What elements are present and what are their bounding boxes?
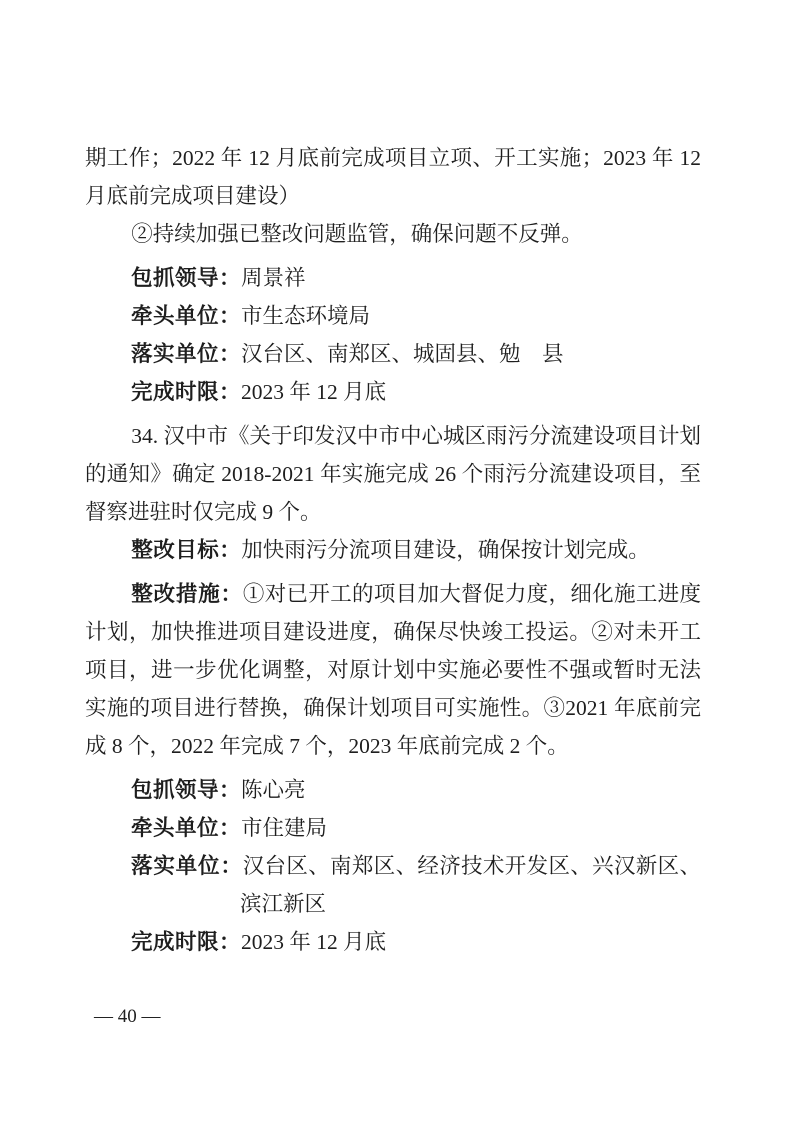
document-content xyxy=(85,139,701,961)
field-label-lead-unit: 牵头单位： xyxy=(131,304,242,328)
field-item34-lead-unit xyxy=(85,809,701,847)
field-value-leader: 周景祥 xyxy=(241,266,306,290)
paragraph-item34-goal xyxy=(85,531,701,569)
field-label-deadline: 完成时限： xyxy=(131,930,242,954)
field-label-implementing-units: 落实单位： xyxy=(131,854,243,878)
page-footer xyxy=(94,1004,161,1030)
field-item34-implementing-units xyxy=(85,847,701,923)
field-value-implementing-units: 汉台区、南郑区、经济技术开发区、兴汉新区、滨江新区 xyxy=(240,854,701,916)
field-item33-leader xyxy=(85,259,701,297)
field-value-implementing-units: 汉台区、南郑区、城固县、勉 县 xyxy=(241,342,564,366)
field-label-leader: 包抓领导： xyxy=(131,266,242,290)
field-value-deadline: 2023 年 12 月底 xyxy=(241,380,387,404)
field-label-implementing-units: 落实单位： xyxy=(131,342,242,366)
field-item33-implementing-units xyxy=(85,335,701,373)
goal-label: 整改目标： xyxy=(131,538,242,562)
field-value-deadline: 2023 年 12 月底 xyxy=(241,930,387,954)
field-item33-deadline xyxy=(85,373,701,411)
measures-label: 整改措施： xyxy=(131,582,243,606)
measures-text: ①对已开工的项目加大督促力度，细化施工进度计划，加快推进项目建设进度，确保尽快竣工投运。②对未开工项目，进一步优化调整，对原计划中实施必要性不强或暂时无法实施的项目进行替换，确保计划项目可实施性。③2021 年底前完成 8 个，2022 年完成 7 个，2023 年底前完成 2 个。 xyxy=(85,582,701,758)
field-label-leader: 包抓领导： xyxy=(131,778,242,802)
paragraph-item34-measures xyxy=(85,575,701,765)
paragraph-item33-measure-2: ②持续加强已整改问题监管，确保问题不反弹。 xyxy=(131,222,583,246)
field-item34-deadline xyxy=(85,923,701,961)
field-item34-leader xyxy=(85,771,701,809)
field-value-lead-unit: 市住建局 xyxy=(241,816,328,840)
field-label-deadline: 完成时限： xyxy=(131,380,242,404)
field-label-lead-unit: 牵头单位： xyxy=(131,816,242,840)
paragraph-continuation: 期工作；2022 年 12 月底前完成项目立项、开工实施；2023 年 12 月底前完成项目建设） xyxy=(85,146,701,208)
field-value-leader: 陈心亮 xyxy=(241,778,306,802)
paragraph-item34-heading: 34. 汉中市《关于印发汉中市中心城区雨污分流建设项目计划的通知》确定 2018-2021 年实施完成 26 个雨污分流建设项目，至督察进驻时仅完成 9 个。 xyxy=(85,424,701,524)
field-value-lead-unit: 市生态环境局 xyxy=(241,304,371,328)
field-item33-lead-unit xyxy=(85,297,701,335)
goal-text: 加快雨污分流项目建设，确保按计划完成。 xyxy=(241,538,650,562)
page-number: — 40 — xyxy=(94,1006,161,1027)
